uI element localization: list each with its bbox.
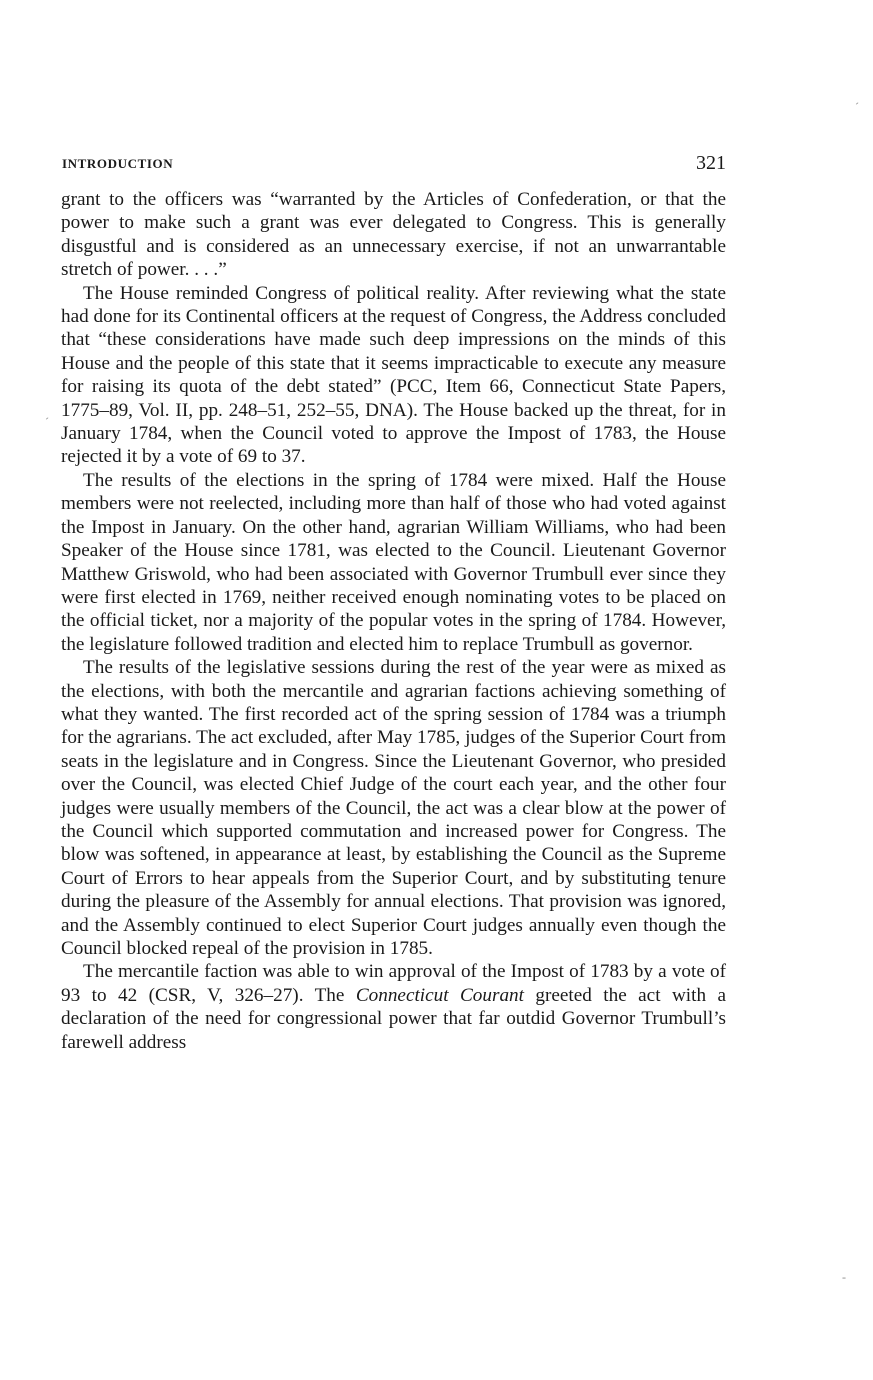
scan-speck: ´ [855,100,859,114]
page-header [61,148,726,188]
paragraph-3: The results of the elections in the spring of 1784 were mixed. Half the House members were not reelected, including more than half of those who had voted against the Impost in January. On the other hand, agrarian William Williams, who had been Speaker of the House since 1781, was elected to the Council. Lieutenant Governor Matthew Griswold, who had been associated with Governor Trumbull ever since they were first elected in 1769, neither received enough nominating votes to be placed on the official ticket, nor a majority of the popular votes in the spring of 1784. However, the legislature followed tradition and elected him to replace Trumbull as governor. [61,469,726,655]
paragraph-4: The results of the legislative sessions during the rest of the year were as mixed as the elections, with both the mercantile and agrarian factions achieving something of what they wanted. The first recorded act of the spring session of 1784 was a triumph for the agrarians. The act excluded, after May 1785, judges of the Superior Court from seats in the legislature and in Congress. Since the Lieutenant Governor, who presided over the Council, was elected Chief Judge of the court each year, and the other four judges were usually members of the Council, the act was a clear blow at the power of the Council which supported commutation and increased power for Congress. The blow was softened, in appearance at least, by establishing the Council as the Supreme Court of Errors to hear appeals from the Superior Court, and by substituting tenure during the pleasure of the Assembly for annual elections. That provision was ignored, and the Assembly continued to elect Superior Court judges annually even though the Council blocked repeal of the provision in 1785. [61,657,726,959]
scan-speck: - [842,1270,846,1284]
page-number: 321 [696,152,726,174]
paragraph-5 [61,960,726,1054]
book-page [61,148,726,1054]
paragraph-1: grant to the officers was “warranted by the Articles of Confederation, or that the power to make such a grant was ever delegated to Congress. This is generally disgustful and is considered as an unnecessary exercise, if not an unwarrantable stretch of power. . . .” [61,189,726,281]
running-head: INTRODUCTION [62,156,174,171]
paragraph-2: The House reminded Congress of political reality. After reviewing what the state had done for its Continental officers at the request of Congress, the Address concluded that “these considerations have made such deep impressions on the minds of this House and the people of this state that it seems impracticable to execute any measure for raising its quota of the debt stated” (PCC, Item 66, Connecticut State Papers, 1775–89, Vol. II, pp. 248–51, 252–55, DNA). The House backed up the threat, for in January 1784, when the Council voted to approve the Impost of 1783, the House rejected it by a vote of 69 to 37. [61,282,726,468]
paragraph-5-text-a: The mercantile faction was able to win approval of the Impost of 1783 by a vote of 93 to 42 (CSR, V, 326–27). The [61,961,726,1006]
body-text [61,188,726,1054]
newspaper-title: Connecticut Courant [355,984,524,1006]
scan-speck: ´ [45,415,49,429]
paragraph-5-text-b: greeted the act with a declaration of the need for congressional power that far outdid Governor Trumbull’s farewell address [61,984,727,1053]
